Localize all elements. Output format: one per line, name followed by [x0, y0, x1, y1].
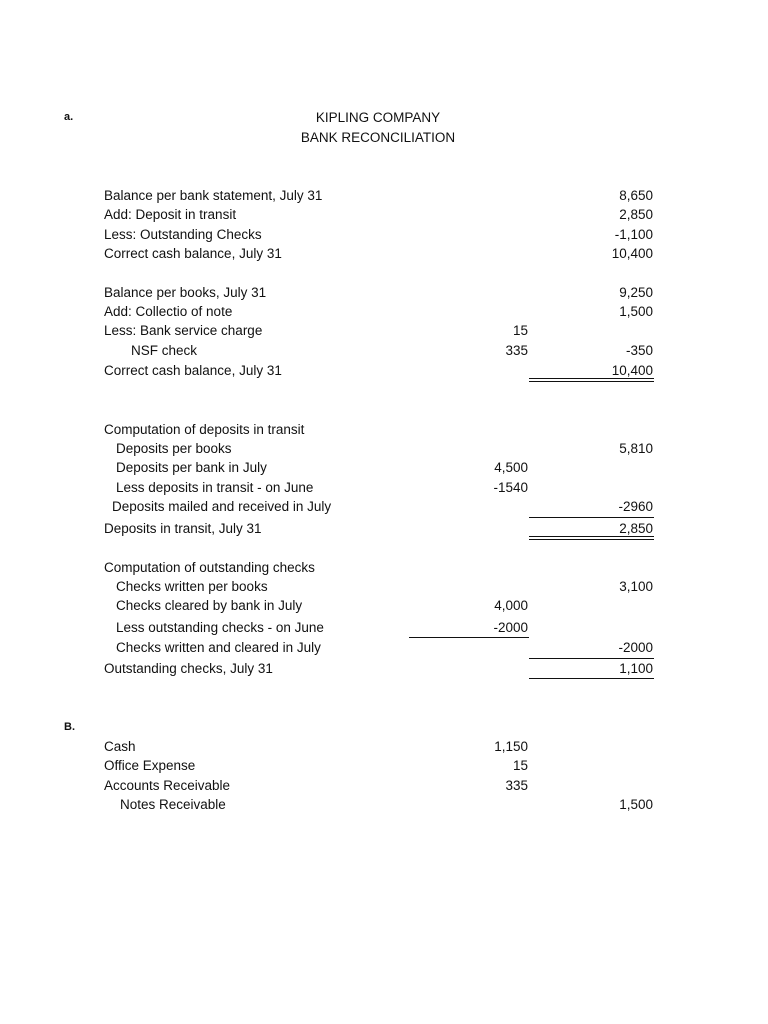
ledger-row	[0, 303, 768, 321]
row-amount: 10,400	[611, 246, 653, 261]
row-sub-amount: -2000	[493, 620, 528, 635]
journal-row	[0, 738, 768, 756]
account-label: Cash	[104, 739, 136, 754]
ledger-row	[0, 362, 768, 380]
row-label: Computation of outstanding checks	[104, 560, 315, 575]
row-amount: 2,850	[619, 207, 653, 222]
row-label: Add: Collectio of note	[104, 304, 233, 319]
row-label: Balance per bank statement, July 31	[104, 188, 323, 203]
row-sub-amount: 4,500	[494, 460, 528, 475]
row-label: Correct cash balance, July 31	[104, 246, 282, 261]
row-label: Computation of deposits in transit	[104, 422, 305, 437]
ledger-row	[0, 206, 768, 224]
ledger-row	[0, 342, 768, 360]
row-amount: 3,100	[619, 579, 653, 594]
row-label: Deposits mailed and received in July	[112, 499, 332, 514]
ledger-row	[0, 660, 768, 678]
account-label: Office Expense	[104, 758, 196, 773]
row-amount: -2000	[618, 640, 653, 655]
row-sub-amount: -1540	[493, 480, 528, 495]
row-label: Checks cleared by bank in July	[116, 598, 303, 613]
row-sub-amount: 335	[505, 343, 528, 358]
total-underline	[529, 678, 654, 679]
row-sub-amount: 4,000	[494, 598, 528, 613]
ledger-row	[0, 226, 768, 244]
row-label: Less: Outstanding Checks	[104, 227, 262, 242]
ledger-row	[0, 421, 768, 439]
row-amount: -1,100	[614, 227, 653, 242]
row-amount: -2960	[618, 499, 653, 514]
row-label: Checks written per books	[116, 579, 268, 594]
section-marker-a: a.	[64, 111, 74, 123]
debit-amount: 335	[505, 778, 528, 793]
journal-row	[0, 777, 768, 795]
section-marker-b: B.	[64, 721, 75, 733]
ledger-row	[0, 284, 768, 302]
ledger-row	[0, 639, 768, 657]
account-label: Accounts Receivable	[104, 778, 231, 793]
row-label: Deposits per books	[116, 441, 232, 456]
row-amount: 1,100	[619, 661, 653, 676]
report-title: BANK RECONCILIATION	[300, 130, 456, 145]
ledger-row	[0, 597, 768, 615]
row-label: Deposits per bank in July	[116, 460, 267, 475]
ledger-row	[0, 479, 768, 497]
ledger-row	[0, 322, 768, 340]
row-label: Correct cash balance, July 31	[104, 363, 282, 378]
journal-row	[0, 796, 768, 814]
row-label: Deposits in transit, July 31	[104, 521, 262, 536]
row-label: NSF check	[131, 343, 198, 358]
row-amount: 1,500	[619, 304, 653, 319]
ledger-row	[0, 187, 768, 205]
row-amount: -350	[625, 343, 653, 358]
ledger-row	[0, 578, 768, 596]
row-amount: 5,810	[619, 441, 653, 456]
row-amount: 10,400	[611, 363, 653, 378]
ledger-row	[0, 459, 768, 477]
debit-amount: 1,150	[494, 739, 528, 754]
subtotal-underline	[409, 637, 529, 638]
subtotal-underline	[529, 517, 654, 518]
row-label: Balance per books, July 31	[104, 285, 267, 300]
ledger-row	[0, 520, 768, 538]
ledger-row	[0, 245, 768, 263]
row-label: Add: Deposit in transit	[104, 207, 237, 222]
credit-amount: 1,500	[619, 797, 653, 812]
ledger-row	[0, 498, 768, 516]
ledger-row	[0, 559, 768, 577]
row-amount: 9,250	[619, 285, 653, 300]
row-amount: 2,850	[619, 521, 653, 536]
row-label: Less: Bank service charge	[104, 323, 263, 338]
row-amount: 8,650	[619, 188, 653, 203]
row-label: Checks written and cleared in July	[116, 640, 321, 655]
row-sub-amount: 15	[512, 323, 528, 338]
debit-amount: 15	[512, 758, 528, 773]
account-label: Notes Receivable	[120, 797, 226, 812]
journal-row	[0, 757, 768, 775]
subtotal-underline	[529, 658, 654, 659]
row-label: Less deposits in transit - on June	[116, 480, 314, 495]
company-title: KIPLING COMPANY	[315, 110, 441, 125]
row-label: Outstanding checks, July 31	[104, 661, 273, 676]
ledger-row	[0, 619, 768, 637]
ledger-row	[0, 440, 768, 458]
row-label: Less outstanding checks - on June	[116, 620, 324, 635]
